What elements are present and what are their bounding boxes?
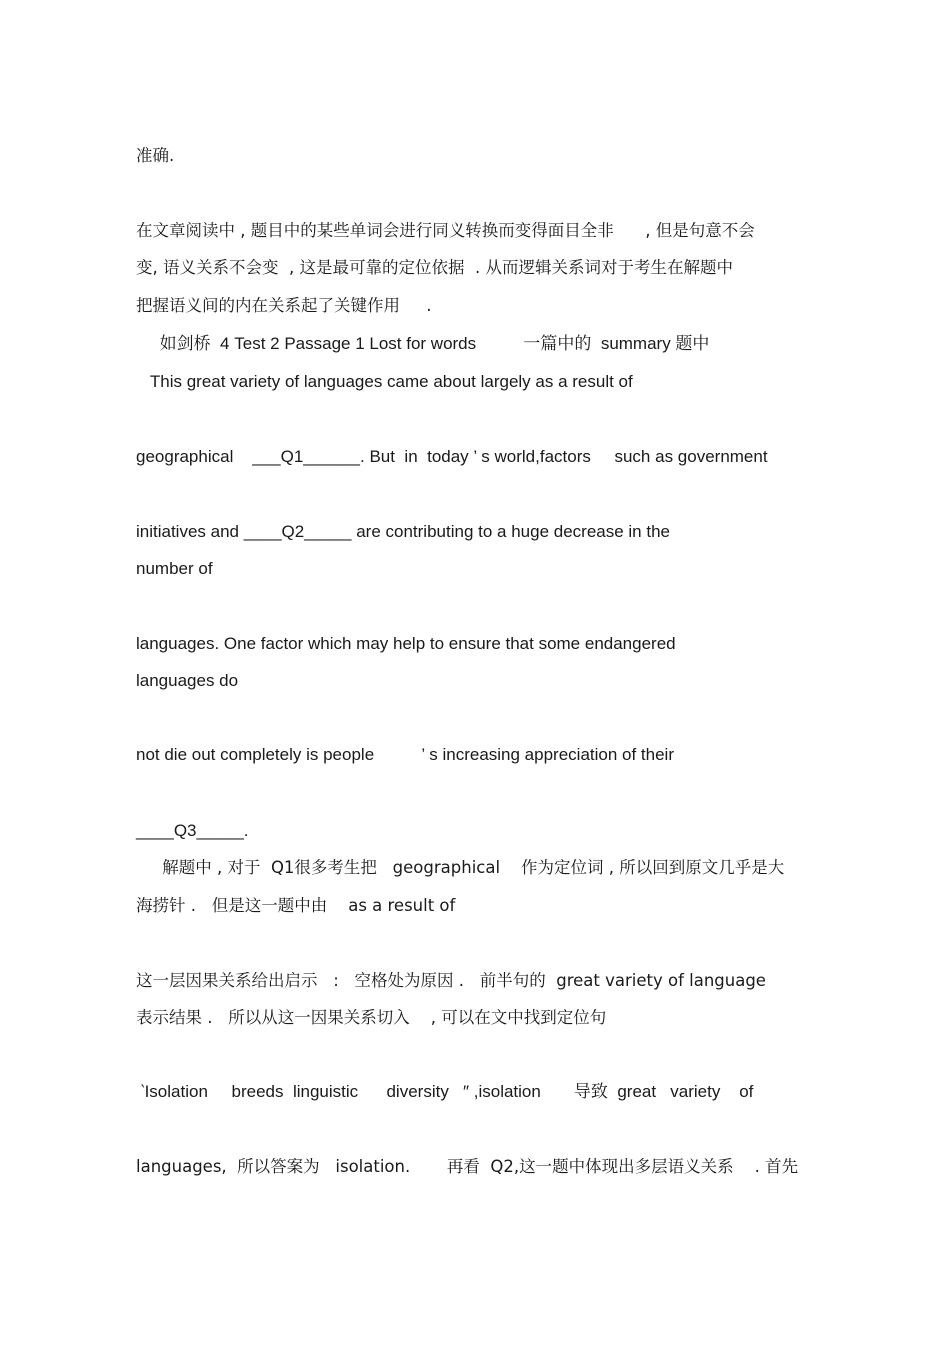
text-line: 准确.: [136, 146, 175, 165]
text-line: 解题中 , 对于 Q1很多考生把 geographical 作为定位词 , 所以回到原文几乎是大: [136, 858, 785, 877]
text-line: ‵Isolation breeds linguistic diversity ″ ,isolation 导致 great variety of: [136, 1082, 754, 1101]
text-line: ____Q3_____.: [136, 821, 249, 840]
text-line: 这一层因果关系给出启示 : 空格处为原因 . 前半句的 great variety of language: [136, 971, 766, 990]
text-line: 海捞针 . 但是这一题中由 as a result of: [136, 896, 456, 915]
text-line: languages. One factor which may help to ensure that some endangered: [136, 634, 676, 653]
text-line: number of: [136, 559, 213, 578]
text-line: This great variety of languages came about largely as a result of: [136, 372, 633, 391]
text-line: geographical ___Q1______. But in today ’ s world,factors such as government: [136, 447, 768, 466]
text-line: languages, 所以答案为 isolation. 再看 Q2,这一题中体现出多层语义关系 . 首先: [136, 1157, 799, 1176]
text-line: 把握语义间的内在关系起了关键作用 .: [136, 296, 432, 315]
text-line: languages do: [136, 671, 239, 690]
text-line: 表示结果 . 所以从这一因果关系切入 , 可以在文中找到定位句: [136, 1008, 607, 1027]
text-line: 在文章阅读中 , 题目中的某些单词会进行同义转换而变得面目全非 , 但是句意不会: [136, 221, 755, 240]
text-line: 如剑桥 4 Test 2 Passage 1 Lost for words 一篇中的 summary 题中: [136, 334, 710, 353]
text-line: 变, 语义关系不会变 , 这是最可靠的定位依据 . 从而逻辑关系词对于考生在解题中: [136, 258, 733, 277]
text-line: initiatives and ____Q2_____ are contributing to a huge decrease in the: [136, 522, 670, 541]
text-line: not die out completely is people ’ s increasing appreciation of their: [136, 745, 674, 764]
